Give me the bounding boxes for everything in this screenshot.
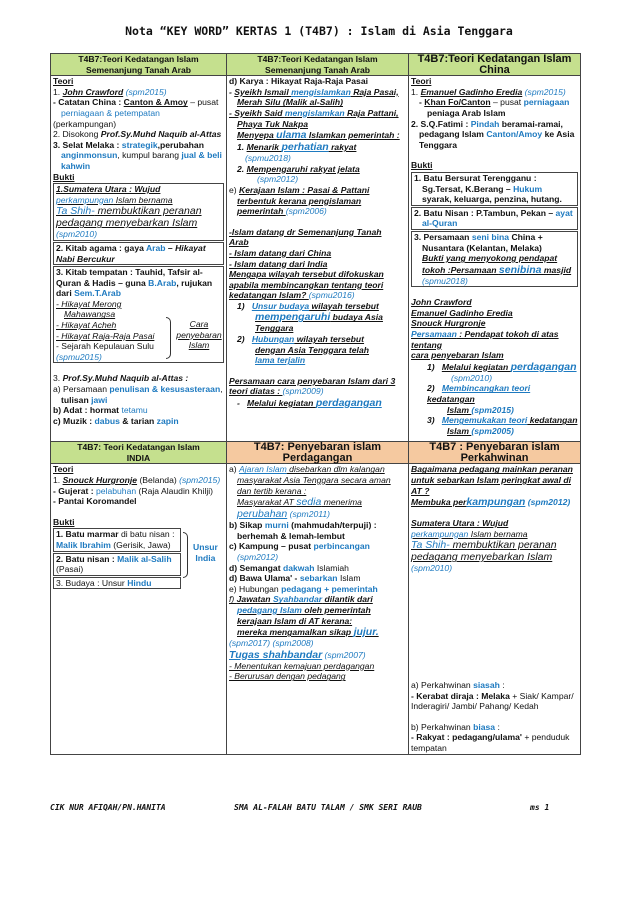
cell-c4: Teori 1. Snouck Hurgronje (Belanda) (spm2015) - Gujerat : pelabuhan (Raja Alaudin Khilji) - Pantai Koromandel Bukti 1. Batu marmar di batu nisan : Malik Ibrahim (Gerisik, Jawa) 2. Batu nisan : Malik al-Salih (Pasai) 3. Budaya : Unsur Hindu Unsur India	[51, 464, 227, 754]
cell-c6: Bagaimana pedagang mainkan peranan untuk sebarkan Islam peringkat awal di AT ? Membuka perkampungan (spm2012) Sumatera Utara : Wujud perkampungan Islam bernama Ta Shih- membuktikan peranan pedagang menyebarkan Islam (spm2010) a) Perkahwinan siasah : - Kerabat diraja : Melaka + Siak/ Kampar/ Inderagiri/ Jambi/ Pahang/ Kedah b) Perkahwinan biasa : - Rakyat : pedagang/ulama' + penduduk tempatan	[409, 464, 581, 754]
bukti-box-1: 1.Sumatera Utara : Wujud perkampungan Islam bernama Ta Shih- membuktikan peranan pedagang menyebarkan Islam (spm2010)	[53, 183, 224, 241]
footer-mid: SMA AL-FALAH BATU TALAM / SMK SERI RAUB	[234, 803, 422, 812]
cell-c5: a) Ajaran Islam disebarkan dlm kalangan masyarakat Asia Tenggara secara aman dan tertib kerana : Masyarakat AT sedia menerima perubahan (spm2011) b) Sikap murni (mahmudah/terpuji) : berhemah & lemah-lembut c) Kampung – pusat perbincangan (spm2012) d) Semangat dakwah Islamiah d) Bawa Ulama' - sebarkan Islam e) Hubungan pedagang + pemerintah f) Jawatan Syahbandar dilantik dari pedagang Islam oleh pemerintah kerajaan Islam di AT kerana: mereka mengamalkan sikap jujur. (spm2017) (spm2008) Tugas shahbandar (spm2007) - Menentukan kemajuan perdagangan - Berurusan dengan pedagang	[227, 464, 409, 754]
bukti-box-china-2: 2. Batu Nisan : P.Tambun, Pekan – ayat al-Quran	[411, 207, 578, 230]
cell-c2: d) Karya : Hikayat Raja-Raja Pasai - Syeikh Ismail mengislamkan Raja Pasai, Merah Silu (Malik al-Salih) - Syeikh Said mengislamkan Raja Pattani, Phaya Tuk Nakpa Menyepa ulama Islamkan pemerintah : 1. Menarik perhatian rakyat (spmu2018) 2. Mempengaruhi rakyat jelata (spm2012) e) Kerajaan Islam : Pasai & Pattani terbentuk kerana pengislaman pemerintah (spm2006) -Islam datang dr Semenanjung Tanah Arab - Islam datang dari China - Islam datang dari India Mengapa wilayah tersebut difokuskan apabila membincangkan tentang teori kedatangan Islam? (spmu2016) 1) Unsur budaya wilayah tersebut mempengaruhi budaya Asia Tenggara 2) Hubungan wilayah tersebut dengan Asia Tenggara telah lama terjalin Persamaan cara penyebaran Islam dari 3 teori diatas : (spm2009) - Melalui kegiatan perdagangan	[227, 76, 409, 442]
page-title: Nota “KEY WORD” KERTAS 1 (T4B7) : Islam di Asia Tenggara	[125, 24, 513, 38]
bracket-icon	[183, 532, 188, 578]
page-number: ms 1	[530, 803, 550, 812]
notes-table	[50, 53, 581, 755]
header-c6: T4B7 : Penyebaran islam Perkahwinan	[409, 442, 581, 464]
header-c2: T4B7:Teori Kedatangan Islam Semenanjung Tanah Arab	[227, 54, 409, 76]
footer-left: CIK NUR AFIQAH/PN.HANITA	[50, 803, 166, 812]
cell-c3: Teori 1. Emanuel Gadinho Eredia (spm2015) - Khan Fo/Canton – pusat perniagaan peniaga Arab Islam 2. S.Q.Fatimi : Pindah beramai-ramai, pedagang Islam Canton/Amoy ke Asia Tenggara Bukti 1. Batu Bersurat Terengganu : Sg.Tersat, K.Berang – Hukum syarak, keluarga, penzina, hutang. 2. Batu Nisan : P.Tambun, Pekan – ayat al-Quran 3. Persamaan seni bina China + Nusantara (Kelantan, Melaka) Bukti yang menyokong pendapat tokoh :Persamaan senibina masjid (spmu2018) John Crawford Emanuel Gadinho Eredia Snouck Hurgronje Persamaan : Pendapat tokoh di atas tentang cara penyebaran Islam 1) Melalui kegiatan perdagangan (spm2010) 2) Membincangkan teori kedatangan Islam (spm2015) 3) Mengemukakan teori kedatangan Islam (spm2005)	[409, 76, 581, 442]
bukti-box-india-3: 3. Budaya : Unsur Hindu	[53, 577, 181, 590]
bukti-box-india-2: 2. Batu nisan : Malik al-Salih (Pasai)	[53, 553, 181, 576]
bukti-box-china-3: 3. Persamaan seni bina China + Nusantara (Kelantan, Melaka) Bukti yang menyokong pendapat tokoh :Persamaan senibina masjid (spmu2018)	[411, 231, 578, 287]
header-c1: T4B7:Teori Kedatangan Islam Semenanjung Tanah Arab	[51, 54, 227, 76]
bracket-icon	[166, 317, 171, 359]
cell-c1: Teori 1. John Crawford (spm2015) - Catatan China : Canton & Amoy – pusat perniagaan & petempatan (perkampungan) 2. Disokong Prof.Sy.Muhd Naquib al-Attas 3. Selat Melaka : strategik,perubahan anginmonsun, kumpul barang jual & beli kahwin Bukti 1.Sumatera Utara : Wujud perkampungan Islam bernama Ta Shih- membuktikan peranan pedagang menyebarkan Islam (spm2010) 2. Kitab agama : gaya Arab – Hikayat Nabi Bercukur 3. Kitab tempatan : Tauhid, Tafsir al- Quran & Hadis – guna B.Arab, rujukan dari Sem.T.Arab - Hikayat Merong Mahawangsa - Hikayat Acheh - Hikayat Raja-Raja Pasai - Sejarah Kepulauan Sulu (spmu2015) Cara penyebaran Islam 3. Prof.Sy.Muhd Naquib al-Attas : a) Persamaan penulisan & kesusasteraan, tulisan jawi b) Adat : hormat tetamu c) Muzik : dabus & tarian zapin	[51, 76, 227, 442]
header-c5: T4B7: Penyebaran islam Perdagangan	[227, 442, 409, 464]
header-c3: T4B7:Teori Kedatangan Islam China	[409, 54, 581, 76]
bukti-box-india-1: 1. Batu marmar di batu nisan : Malik Ibrahim (Gerisik, Jawa)	[53, 528, 181, 551]
bukti-box-2: 2. Kitab agama : gaya Arab – Hikayat Nabi Bercukur	[53, 242, 224, 265]
bukti-box-3: 3. Kitab tempatan : Tauhid, Tafsir al- Quran & Hadis – guna B.Arab, rujukan dari Sem.T.Arab - Hikayat Merong Mahawangsa - Hikayat Acheh - Hikayat Raja-Raja Pasai - Sejarah Kepulauan Sulu (spmu2015) Cara penyebaran Islam	[53, 266, 224, 363]
bukti-box-china-1: 1. Batu Bersurat Terengganu : Sg.Tersat, K.Berang – Hukum syarak, keluarga, penzina, hutang.	[411, 172, 578, 206]
header-c4: T4B7: Teori Kedatangan Islam INDIA	[51, 442, 227, 464]
